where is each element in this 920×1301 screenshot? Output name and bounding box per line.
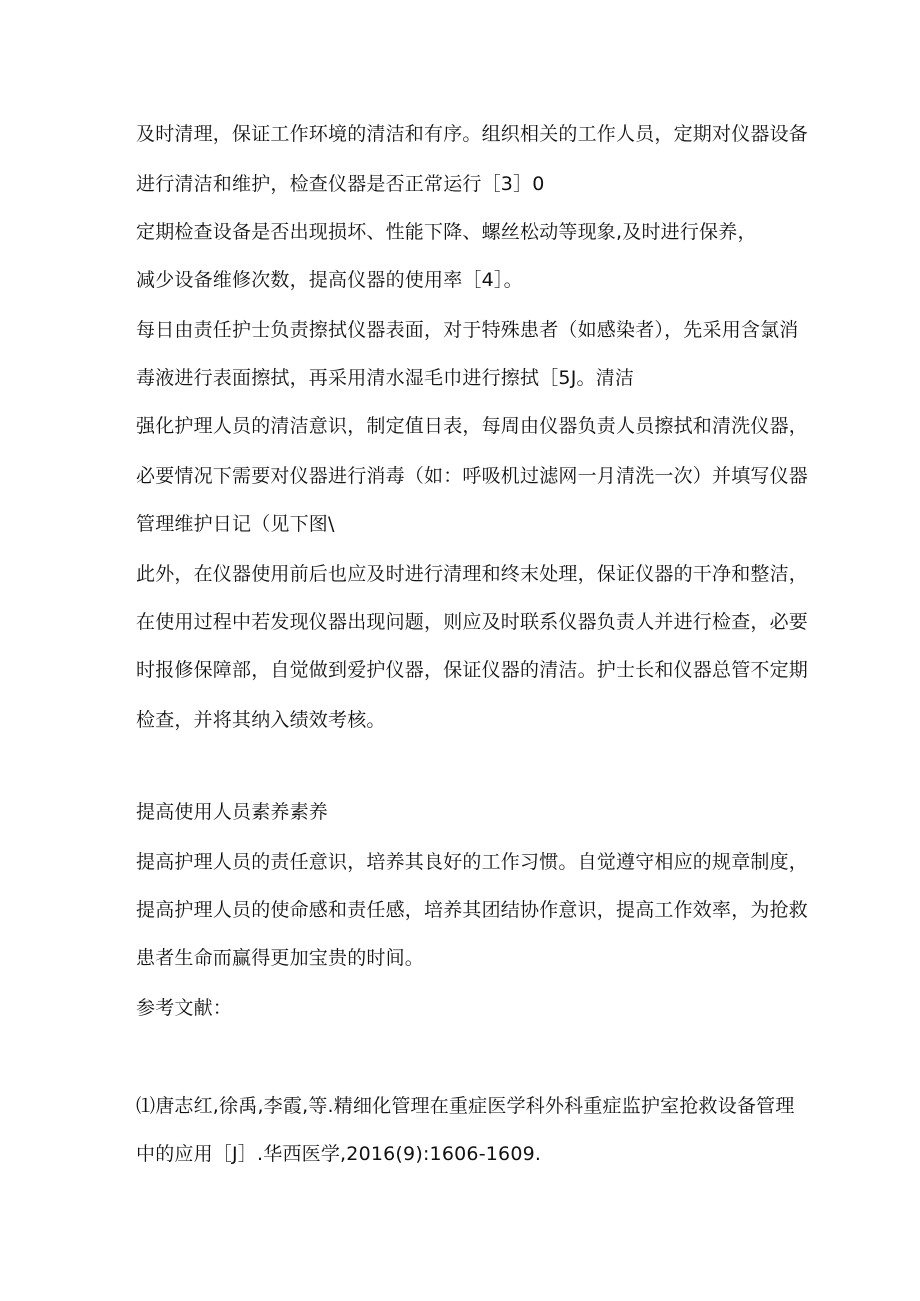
paragraph-line: 提高护理人员的责任意识，培养其良好的工作习惯。自觉遵守相应的规章制度，: [136, 851, 809, 873]
reference-entry: ⑴唐志红,徐禹,李霞,等.精细化管理在重症医学科外科重症监护室抢救设备管理: [136, 1095, 795, 1117]
paragraph-line: 检查，并将其纳入绩效考核。: [136, 709, 386, 731]
paragraph-line: 在使用过程中若发现仪器出现问题，则应及时联系仪器负责人并进行检查，必要: [136, 611, 809, 633]
references-label: 参考文献：: [136, 997, 233, 1019]
paragraph-line: 患者生命而赢得更加宝贵的时间。: [136, 947, 425, 969]
paragraph-line: 及时清理，保证工作环境的清洁和有序。组织相关的工作人员，定期对仪器设备: [136, 123, 809, 145]
paragraph-line: 此外，在仪器使用前后也应及时进行清理和终末处理，保证仪器的干净和整洁，: [136, 563, 809, 585]
paragraph-line: 时报修保障部，自觉做到爱护仪器，保证仪器的清洁。护士长和仪器总管不定期: [136, 659, 809, 681]
paragraph-line: 强化护理人员的清洁意识，制定值日表，每周由仪器负责人员擦拭和清洗仪器，: [136, 415, 809, 437]
reference-entry: 中的应用［J］.华西医学,2016(9):1606-1609.: [136, 1143, 542, 1165]
paragraph-line: 减少设备维修次数，提高仪器的使用率［4］。: [136, 269, 523, 291]
paragraph-line: 必要情况下需要对仪器进行消毒（如：呼吸机过滤网一月清洗一次）并填写仪器: [136, 465, 809, 487]
paragraph-line: 每日由责任护士负责擦拭仪器表面，对于特殊患者（如感染者），先采用含氯消: [136, 319, 799, 341]
paragraph-line: 管理维护日记（见下图\: [136, 513, 335, 535]
paragraph-line: 进行清洁和维护，检查仪器是否正常运行［3］0: [136, 173, 545, 195]
paragraph-line: 定期检查设备是否出现损坏、性能下降、螺丝松动等现象,及时进行保养，: [136, 221, 757, 243]
paragraph-line: 提高护理人员的使命感和责任感，培养其团结协作意识，提高工作效率，为抢救: [136, 899, 809, 921]
section-heading: 提高使用人员素养素养: [136, 801, 329, 823]
paragraph-line: 毒液进行表面擦拭，再采用清水湿毛巾进行擦拭［5J。清洁: [136, 367, 635, 389]
